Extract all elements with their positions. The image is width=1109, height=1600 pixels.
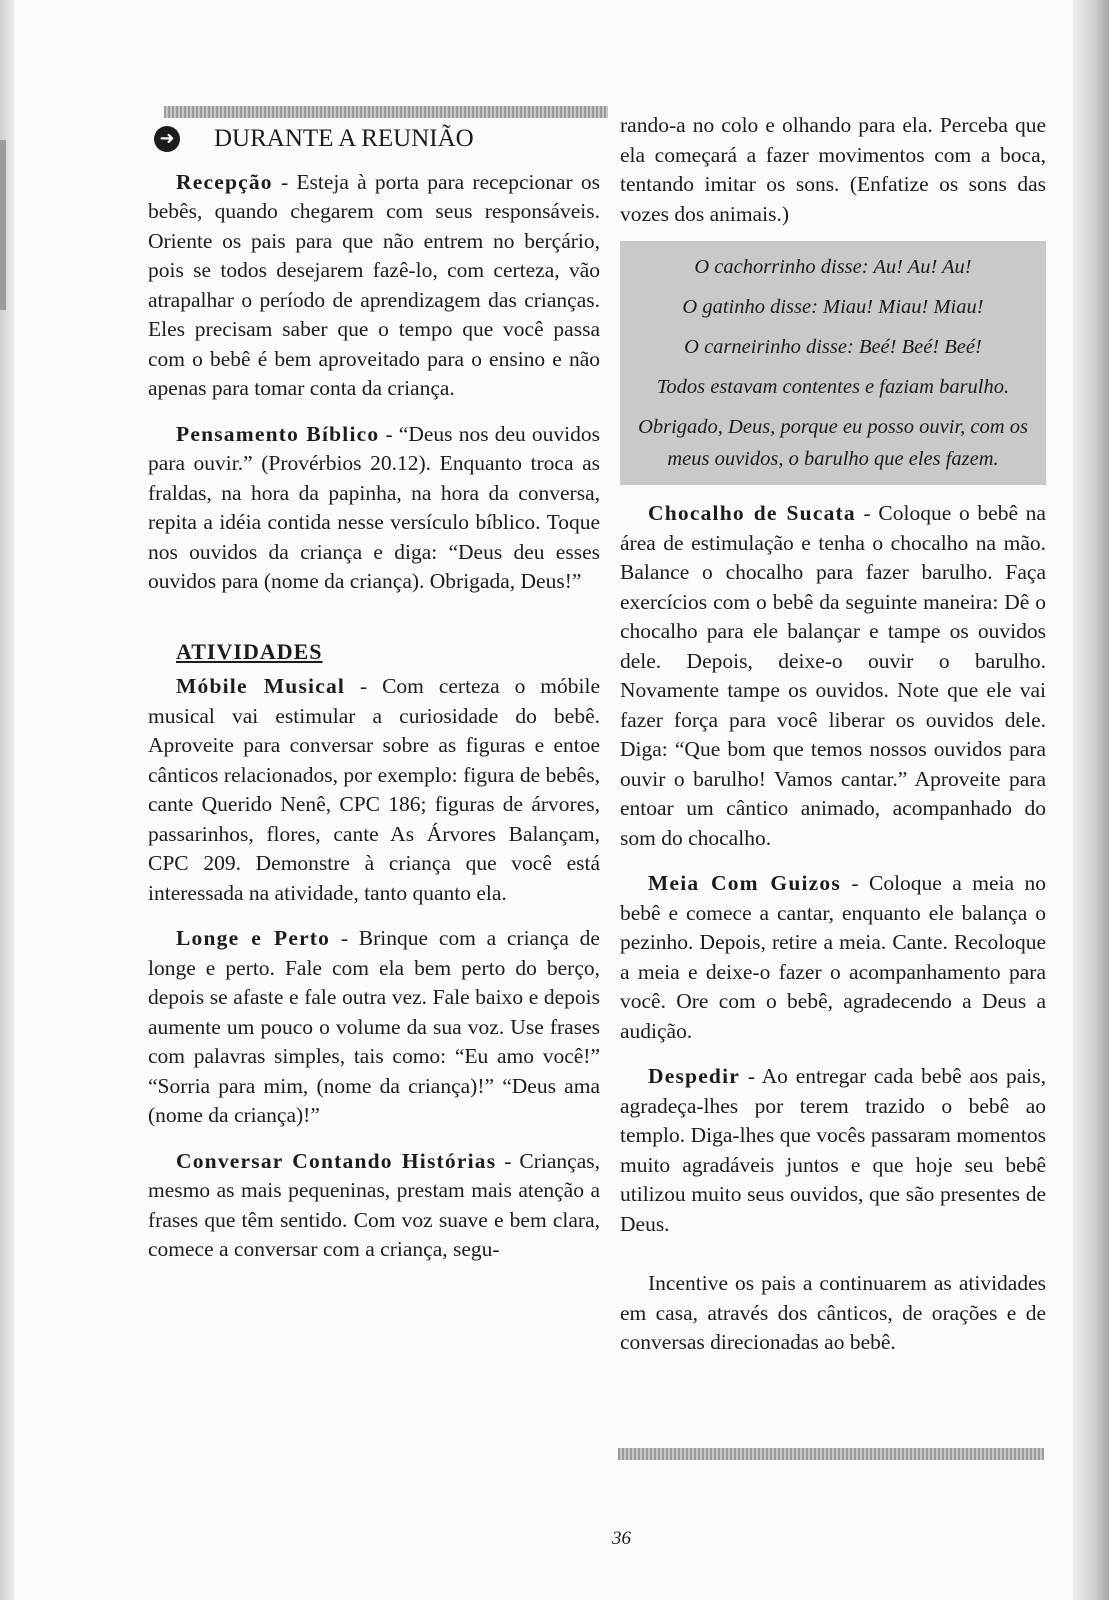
- lead-mobile: Móbile Musical: [176, 674, 346, 698]
- paragraph-longe-perto: [148, 924, 600, 1131]
- lead-recepcao: Recepção: [176, 169, 273, 194]
- book-page: [14, 0, 1073, 1600]
- lead-historias: Conversar Contando Histórias: [176, 1148, 497, 1173]
- section-title: DURANTE A REUNIÃO: [214, 125, 474, 152]
- poem-line: O cachorrinho disse: Au! Au! Au!: [694, 256, 972, 278]
- lead-despedir: Despedir: [648, 1064, 741, 1088]
- top-rule: [164, 106, 608, 118]
- left-column: [148, 124, 600, 1265]
- paragraph-meia: [620, 869, 1046, 1046]
- text-historias: - Crianças, mesmo as mais pequeninas, prestam mais atenção a frases que têm sentido. Com voz suave e bem clara, comece a conversar com a criança, segu-: [148, 1148, 600, 1261]
- text-despedir: - Ao entregar cada bebê aos pais, agradeça-lhes por terem trazido o bebê ao templo. Diga-lhes que vocês passaram momentos muito agradáveis juntos e que hoje seu bebê utilizou muito seus ouvidos, que são presentes de Deus.: [620, 1064, 1046, 1236]
- page-edge: [1073, 0, 1109, 1600]
- poem-line: O carneirinho disse: Beé! Beé! Beé!: [684, 336, 982, 358]
- lead-meia: Meia Com Guizos: [648, 871, 841, 895]
- bottom-rule: [618, 1448, 1044, 1460]
- text-recepcao: - Esteja à porta para recepcionar os bebês, quando chegarem com seus responsáveis. Oriente os pais para que não entrem no berçário, pois se todos desejarem fazê-lo, com certeza, vão atrapalhar o período de aprendizagem das crianças. Eles precisam saber que o tempo que você passa com o bebê é bem aproveitado para o ensino e não apenas para tomar conta da criança.: [148, 169, 600, 400]
- paragraph-despedir: [620, 1062, 1046, 1239]
- text-pensamento: - “Deus nos deu ouvidos para ouvir.” (Provérbios 20.12). Enquanto troca as fraldas, na hora da papinha, na hora da conversa, repita a idéia contida nesse versículo bíblico. Toque nos ouvidos da criança e diga: “Deus deu esses ouvidos para (nome da criança). Obrigada, Deus!”: [148, 421, 601, 593]
- poem-line: Obrigado, Deus, porque eu posso ouvir, com os meus ouvidos, o barulho que eles fazem.: [638, 416, 1028, 470]
- text-chocalho: - Coloque o bebê na área de estimulação e tenha o chocalho na mão. Balance o chocalho para fazer barulho. Faça exercícios com o bebê da seguinte maneira: Dê o chocalho para ele balançar e tampe os ouvidos dele. Depois, deixe-o ouvir o barulho. Novamente tampe os ouvidos. Note que ele vai fazer força para você liberar os ouvidos dele. Diga: “Que bom que temos nossos ouvidos para ouvir o barulho! Vamos cantar.” Aproveite para entoar um cântico animado, acompanhado do som do chocalho.: [620, 501, 1046, 850]
- paragraph-chocalho: [620, 499, 1046, 853]
- page-number: 36: [612, 1528, 631, 1549]
- paragraph-closing: Incentive os pais a continuarem as atividades em casa, através dos cânticos, de orações e de conversas direcionadas ao bebê.: [620, 1271, 1046, 1354]
- paragraph-recepcao: [148, 168, 600, 404]
- poem-box: [620, 241, 1046, 485]
- paragraph-pensamento: [148, 420, 600, 597]
- text-meia: - Coloque a meia no bebê e comece a cantar, enquanto ele balança o pezinho. Depois, retire a meia. Cante. Recoloque a meia e deixe-o fazer o acompanhamento para você. Ore com o bebê, agradecendo a Deus a audição.: [620, 871, 1047, 1043]
- paragraph-continuation: rando-a no colo e olhando para ela. Perceba que ela começará a fazer movimentos com a boca, tentando imitar os sons. (Enfatize os sons das vozes dos animais.): [620, 113, 1046, 226]
- lead-longe-perto: Longe e Perto: [176, 926, 331, 950]
- paragraph-mobile: [148, 672, 600, 908]
- activities-heading: ATIVIDADES: [176, 638, 323, 664]
- binding-shadow: [0, 140, 6, 310]
- lead-chocalho: Chocalho de Sucata: [648, 501, 856, 525]
- poem-line: Todos estavam contentes e faziam barulho.: [656, 376, 1010, 398]
- text-longe-perto: - Brinque com a criança de longe e perto. Fale com ela bem perto do berço, depois se afaste e fale outra vez. Fale baixo e depois aumente um pouco o volume da sua voz. Use frases com palavras simples, tais como: “Eu amo você!” “Sorria para mim, (nome da criança)!” “Deus ama (nome da criança)!”: [148, 926, 600, 1127]
- right-column: [620, 111, 1046, 1358]
- lead-pensamento: Pensamento Bíblico: [176, 421, 380, 446]
- text-mobile: - Com certeza o móbile musical vai estimular a curiosidade do bebê. Aproveite para conversar sobre as figuras e entoe cânticos relacionados, por exemplo: figura de bebês, cante Querido Nenê, CPC 186; figuras de árvores, passarinhos, flores, cante As Árvores Balançam, CPC 209. Demonstre à criança que você está interessada na atividade, tanto quanto ela.: [148, 674, 600, 905]
- poem-line: O gatinho disse: Miau! Miau! Miau!: [682, 296, 984, 318]
- arrow-circle-icon: ➜: [154, 126, 180, 152]
- section-heading: [154, 124, 600, 154]
- paragraph-historias: [148, 1147, 600, 1265]
